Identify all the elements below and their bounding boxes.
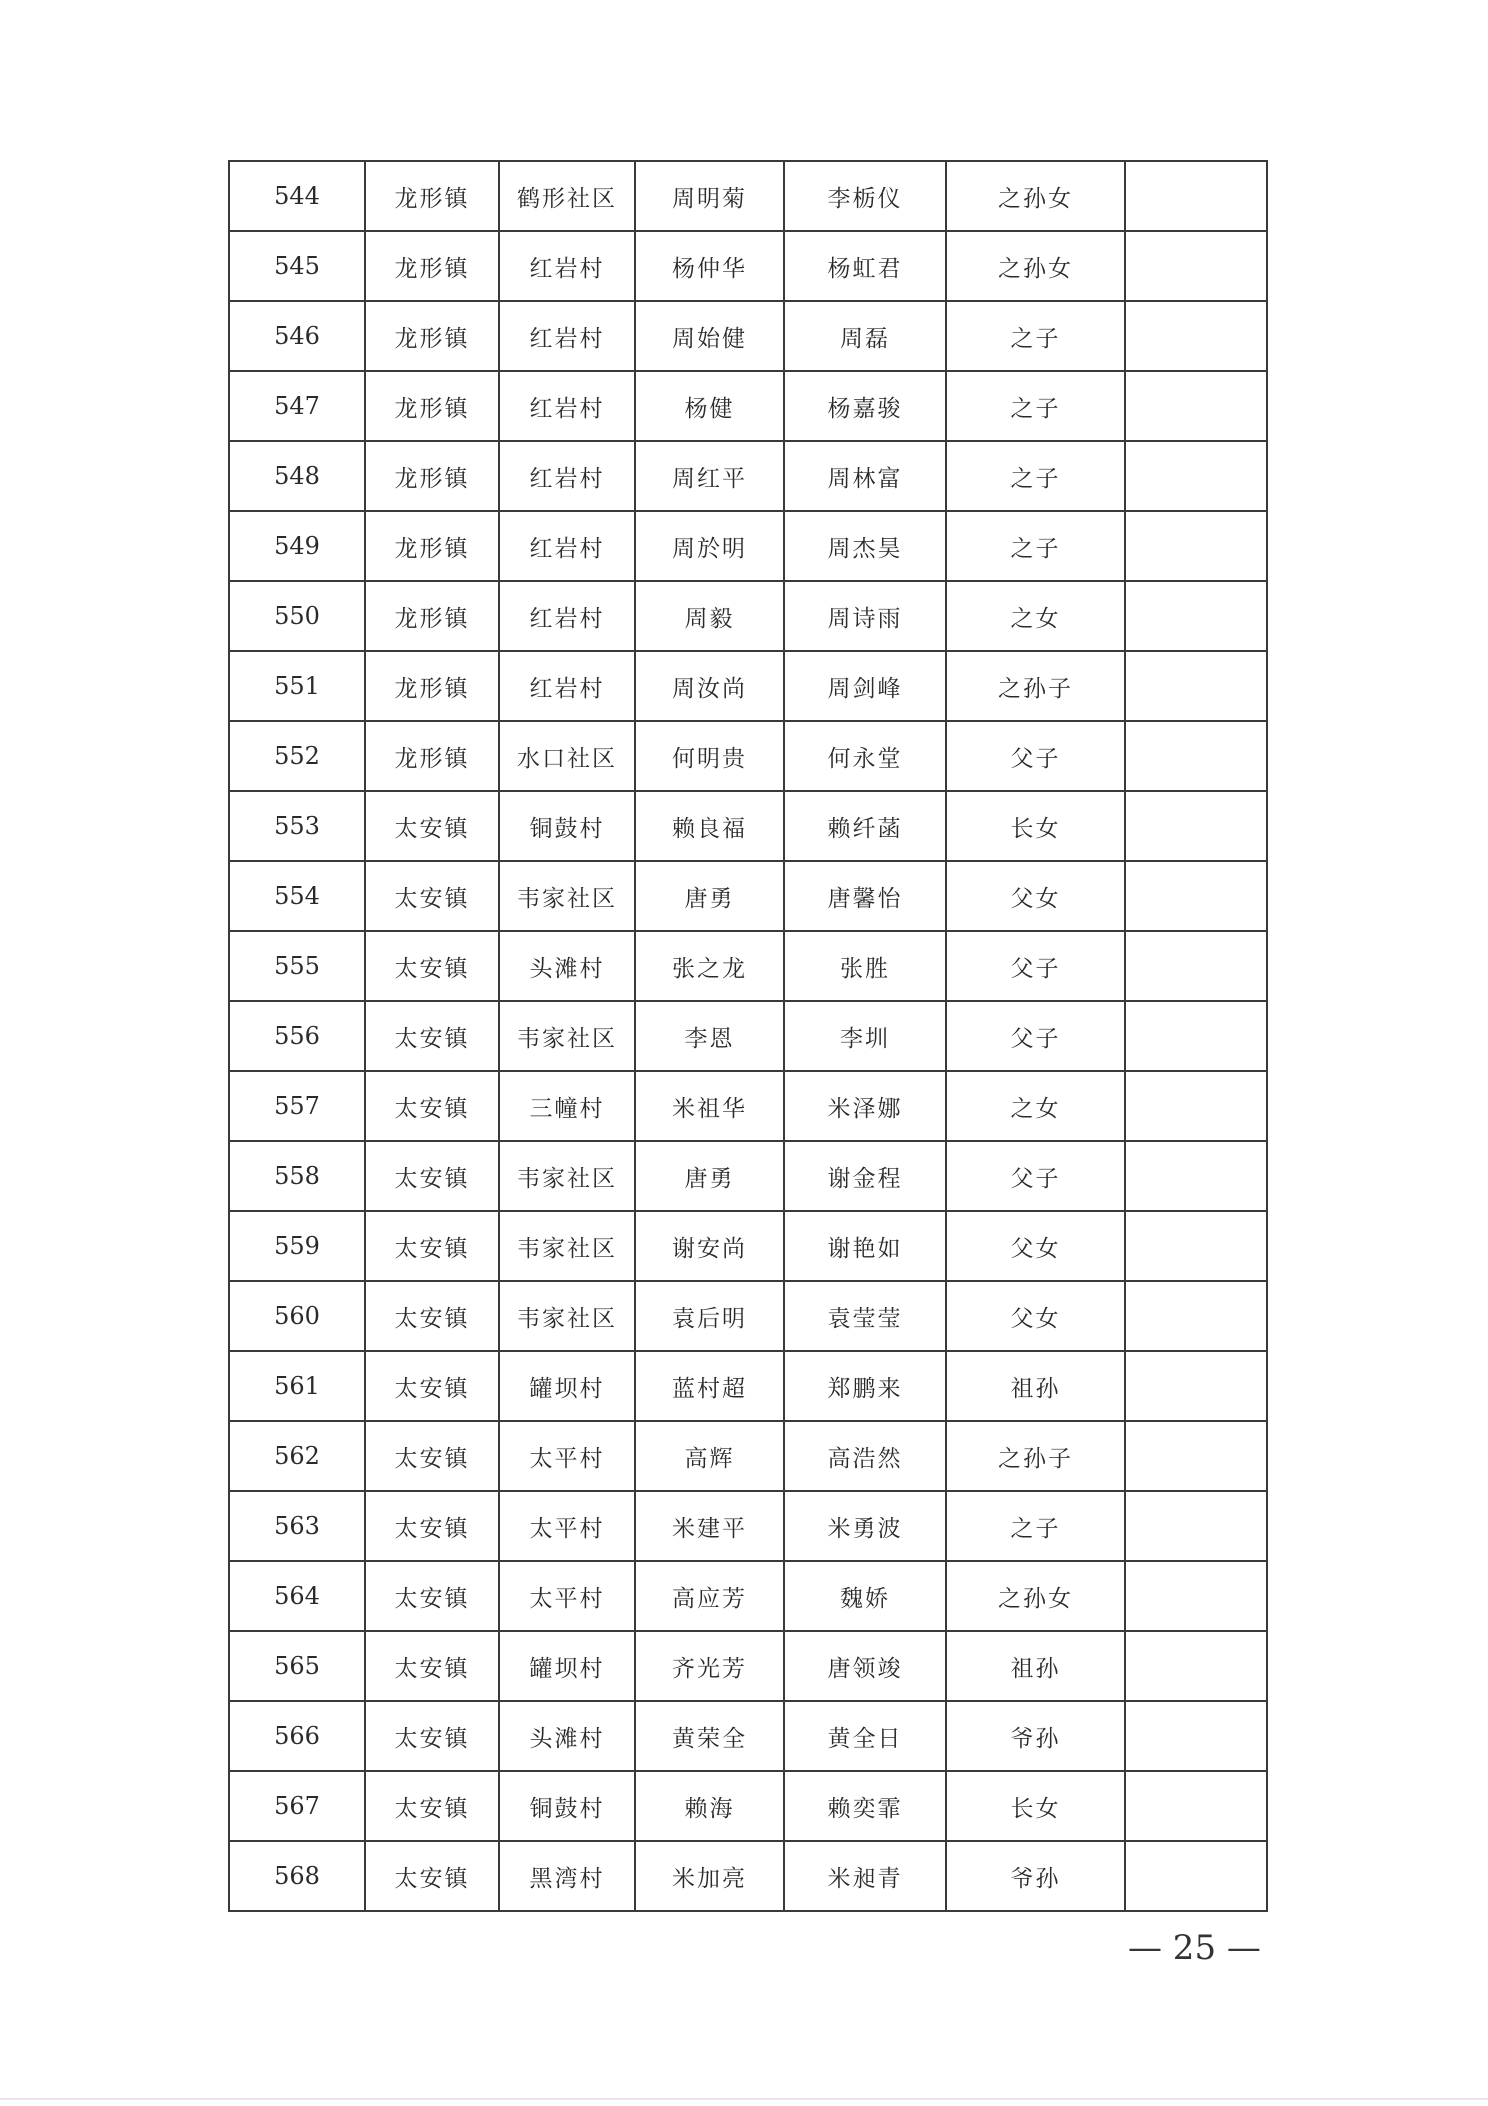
note-cell bbox=[1125, 1421, 1267, 1491]
note-cell bbox=[1125, 1071, 1267, 1141]
note-cell bbox=[1125, 1631, 1267, 1701]
table-row bbox=[229, 1841, 1267, 1911]
note-cell bbox=[1125, 161, 1267, 231]
table-row bbox=[229, 1351, 1267, 1421]
town-cell: 太安镇 bbox=[365, 1141, 499, 1211]
note-cell bbox=[1125, 861, 1267, 931]
table-row bbox=[229, 861, 1267, 931]
name-cell: 米祖华 bbox=[635, 1071, 784, 1141]
village-cell: 红岩村 bbox=[499, 301, 635, 371]
table-row bbox=[229, 791, 1267, 861]
name-cell: 李恩 bbox=[635, 1001, 784, 1071]
note-cell bbox=[1125, 931, 1267, 1001]
village-cell: 红岩村 bbox=[499, 651, 635, 721]
name-cell: 袁后明 bbox=[635, 1281, 784, 1351]
note-cell bbox=[1125, 511, 1267, 581]
village-cell: 罐坝村 bbox=[499, 1631, 635, 1701]
serial-number-cell: 561 bbox=[229, 1351, 365, 1421]
town-cell: 太安镇 bbox=[365, 1281, 499, 1351]
related-person-cell: 袁莹莹 bbox=[784, 1281, 946, 1351]
village-cell: 红岩村 bbox=[499, 511, 635, 581]
note-cell bbox=[1125, 1771, 1267, 1841]
town-cell: 龙形镇 bbox=[365, 721, 499, 791]
village-cell: 红岩村 bbox=[499, 371, 635, 441]
village-cell: 红岩村 bbox=[499, 441, 635, 511]
village-cell: 韦家社区 bbox=[499, 861, 635, 931]
relation-cell: 长女 bbox=[946, 1771, 1125, 1841]
village-cell: 太平村 bbox=[499, 1561, 635, 1631]
village-cell: 红岩村 bbox=[499, 581, 635, 651]
serial-number-cell: 549 bbox=[229, 511, 365, 581]
related-person-cell: 米泽娜 bbox=[784, 1071, 946, 1141]
serial-number-cell: 547 bbox=[229, 371, 365, 441]
name-cell: 周於明 bbox=[635, 511, 784, 581]
village-cell: 韦家社区 bbox=[499, 1211, 635, 1281]
page-number: — 25 — bbox=[1128, 1928, 1261, 1968]
relation-cell: 爷孙 bbox=[946, 1841, 1125, 1911]
note-cell bbox=[1125, 1701, 1267, 1771]
name-cell: 何明贵 bbox=[635, 721, 784, 791]
village-cell: 红岩村 bbox=[499, 231, 635, 301]
relation-cell: 父女 bbox=[946, 1281, 1125, 1351]
town-cell: 太安镇 bbox=[365, 1771, 499, 1841]
serial-number-cell: 566 bbox=[229, 1701, 365, 1771]
note-cell bbox=[1125, 1001, 1267, 1071]
town-cell: 太安镇 bbox=[365, 1351, 499, 1421]
town-cell: 太安镇 bbox=[365, 1421, 499, 1491]
table-row bbox=[229, 1631, 1267, 1701]
related-person-cell: 谢艳如 bbox=[784, 1211, 946, 1281]
name-cell: 高应芳 bbox=[635, 1561, 784, 1631]
relation-cell: 父女 bbox=[946, 1211, 1125, 1281]
serial-number-cell: 555 bbox=[229, 931, 365, 1001]
village-cell: 太平村 bbox=[499, 1421, 635, 1491]
relation-cell: 之女 bbox=[946, 1071, 1125, 1141]
serial-number-cell: 564 bbox=[229, 1561, 365, 1631]
serial-number-cell: 558 bbox=[229, 1141, 365, 1211]
roster-table-body bbox=[229, 161, 1267, 1911]
note-cell bbox=[1125, 1211, 1267, 1281]
town-cell: 太安镇 bbox=[365, 791, 499, 861]
note-cell bbox=[1125, 1281, 1267, 1351]
related-person-cell: 张胜 bbox=[784, 931, 946, 1001]
name-cell: 周毅 bbox=[635, 581, 784, 651]
relation-cell: 祖孙 bbox=[946, 1351, 1125, 1421]
serial-number-cell: 568 bbox=[229, 1841, 365, 1911]
town-cell: 龙形镇 bbox=[365, 301, 499, 371]
table-row bbox=[229, 231, 1267, 301]
town-cell: 太安镇 bbox=[365, 1001, 499, 1071]
village-cell: 头滩村 bbox=[499, 931, 635, 1001]
note-cell bbox=[1125, 651, 1267, 721]
related-person-cell: 杨嘉骏 bbox=[784, 371, 946, 441]
name-cell: 蓝村超 bbox=[635, 1351, 784, 1421]
name-cell: 周始健 bbox=[635, 301, 784, 371]
note-cell bbox=[1125, 1491, 1267, 1561]
name-cell: 周明菊 bbox=[635, 161, 784, 231]
name-cell: 杨仲华 bbox=[635, 231, 784, 301]
serial-number-cell: 556 bbox=[229, 1001, 365, 1071]
relation-cell: 之子 bbox=[946, 1491, 1125, 1561]
related-person-cell: 李圳 bbox=[784, 1001, 946, 1071]
related-person-cell: 杨虹君 bbox=[784, 231, 946, 301]
related-person-cell: 李栃仪 bbox=[784, 161, 946, 231]
serial-number-cell: 546 bbox=[229, 301, 365, 371]
relation-cell: 祖孙 bbox=[946, 1631, 1125, 1701]
serial-number-cell: 554 bbox=[229, 861, 365, 931]
relation-cell: 之孙女 bbox=[946, 1561, 1125, 1631]
related-person-cell: 唐馨怡 bbox=[784, 861, 946, 931]
related-person-cell: 周林富 bbox=[784, 441, 946, 511]
relation-cell: 父子 bbox=[946, 1141, 1125, 1211]
name-cell: 高辉 bbox=[635, 1421, 784, 1491]
note-cell bbox=[1125, 791, 1267, 861]
town-cell: 龙形镇 bbox=[365, 581, 499, 651]
serial-number-cell: 567 bbox=[229, 1771, 365, 1841]
name-cell: 谢安尚 bbox=[635, 1211, 784, 1281]
town-cell: 太安镇 bbox=[365, 931, 499, 1001]
town-cell: 龙形镇 bbox=[365, 161, 499, 231]
relation-cell: 之孙女 bbox=[946, 231, 1125, 301]
relation-cell: 之子 bbox=[946, 441, 1125, 511]
serial-number-cell: 557 bbox=[229, 1071, 365, 1141]
village-cell: 头滩村 bbox=[499, 1701, 635, 1771]
related-person-cell: 郑鹏来 bbox=[784, 1351, 946, 1421]
relation-cell: 之孙子 bbox=[946, 1421, 1125, 1491]
town-cell: 太安镇 bbox=[365, 1491, 499, 1561]
related-person-cell: 周杰昊 bbox=[784, 511, 946, 581]
related-person-cell: 魏娇 bbox=[784, 1561, 946, 1631]
related-person-cell: 米勇波 bbox=[784, 1491, 946, 1561]
town-cell: 龙形镇 bbox=[365, 231, 499, 301]
related-person-cell: 周诗雨 bbox=[784, 581, 946, 651]
village-cell: 铜鼓村 bbox=[499, 1771, 635, 1841]
related-person-cell: 谢金程 bbox=[784, 1141, 946, 1211]
table-row bbox=[229, 1071, 1267, 1141]
serial-number-cell: 545 bbox=[229, 231, 365, 301]
table-row bbox=[229, 1421, 1267, 1491]
village-cell: 三幢村 bbox=[499, 1071, 635, 1141]
relation-cell: 父子 bbox=[946, 721, 1125, 791]
note-cell bbox=[1125, 301, 1267, 371]
town-cell: 太安镇 bbox=[365, 1561, 499, 1631]
name-cell: 周红平 bbox=[635, 441, 784, 511]
name-cell: 张之龙 bbox=[635, 931, 784, 1001]
serial-number-cell: 565 bbox=[229, 1631, 365, 1701]
related-person-cell: 唐领竣 bbox=[784, 1631, 946, 1701]
name-cell: 米建平 bbox=[635, 1491, 784, 1561]
table-row bbox=[229, 161, 1267, 231]
related-person-cell: 周磊 bbox=[784, 301, 946, 371]
name-cell: 米加亮 bbox=[635, 1841, 784, 1911]
table-row bbox=[229, 511, 1267, 581]
serial-number-cell: 560 bbox=[229, 1281, 365, 1351]
table-row bbox=[229, 721, 1267, 791]
note-cell bbox=[1125, 1841, 1267, 1911]
town-cell: 龙形镇 bbox=[365, 441, 499, 511]
relation-cell: 爷孙 bbox=[946, 1701, 1125, 1771]
related-person-cell: 高浩然 bbox=[784, 1421, 946, 1491]
related-person-cell: 赖奕霏 bbox=[784, 1771, 946, 1841]
name-cell: 杨健 bbox=[635, 371, 784, 441]
serial-number-cell: 544 bbox=[229, 161, 365, 231]
serial-number-cell: 550 bbox=[229, 581, 365, 651]
name-cell: 赖海 bbox=[635, 1771, 784, 1841]
note-cell bbox=[1125, 231, 1267, 301]
related-person-cell: 米昶青 bbox=[784, 1841, 946, 1911]
village-cell: 太平村 bbox=[499, 1491, 635, 1561]
table-row bbox=[229, 441, 1267, 511]
town-cell: 太安镇 bbox=[365, 1701, 499, 1771]
town-cell: 太安镇 bbox=[365, 861, 499, 931]
relation-cell: 父子 bbox=[946, 931, 1125, 1001]
note-cell bbox=[1125, 581, 1267, 651]
table-row bbox=[229, 1701, 1267, 1771]
village-cell: 鹤形社区 bbox=[499, 161, 635, 231]
town-cell: 龙形镇 bbox=[365, 511, 499, 581]
relation-cell: 之孙女 bbox=[946, 161, 1125, 231]
village-cell: 黑湾村 bbox=[499, 1841, 635, 1911]
relation-cell: 之孙子 bbox=[946, 651, 1125, 721]
village-cell: 韦家社区 bbox=[499, 1281, 635, 1351]
relation-cell: 父女 bbox=[946, 861, 1125, 931]
note-cell bbox=[1125, 371, 1267, 441]
village-cell: 铜鼓村 bbox=[499, 791, 635, 861]
serial-number-cell: 552 bbox=[229, 721, 365, 791]
town-cell: 太安镇 bbox=[365, 1841, 499, 1911]
name-cell: 黄荣全 bbox=[635, 1701, 784, 1771]
town-cell: 龙形镇 bbox=[365, 651, 499, 721]
table-row bbox=[229, 301, 1267, 371]
table-row bbox=[229, 1211, 1267, 1281]
table-row bbox=[229, 651, 1267, 721]
table-row bbox=[229, 1771, 1267, 1841]
note-cell bbox=[1125, 1351, 1267, 1421]
roster-table bbox=[228, 160, 1268, 1912]
table-row bbox=[229, 1491, 1267, 1561]
table-row bbox=[229, 581, 1267, 651]
note-cell bbox=[1125, 721, 1267, 791]
relation-cell: 之子 bbox=[946, 371, 1125, 441]
name-cell: 唐勇 bbox=[635, 861, 784, 931]
related-person-cell: 周剑峰 bbox=[784, 651, 946, 721]
table-row bbox=[229, 371, 1267, 441]
name-cell: 周汝尚 bbox=[635, 651, 784, 721]
town-cell: 太安镇 bbox=[365, 1631, 499, 1701]
note-cell bbox=[1125, 441, 1267, 511]
table-row bbox=[229, 1001, 1267, 1071]
serial-number-cell: 562 bbox=[229, 1421, 365, 1491]
related-person-cell: 黄全日 bbox=[784, 1701, 946, 1771]
bottom-rule bbox=[0, 2098, 1488, 2100]
relation-cell: 之女 bbox=[946, 581, 1125, 651]
village-cell: 罐坝村 bbox=[499, 1351, 635, 1421]
name-cell: 唐勇 bbox=[635, 1141, 784, 1211]
relation-cell: 长女 bbox=[946, 791, 1125, 861]
table-row bbox=[229, 931, 1267, 1001]
relation-cell: 父子 bbox=[946, 1001, 1125, 1071]
note-cell bbox=[1125, 1141, 1267, 1211]
village-cell: 水口社区 bbox=[499, 721, 635, 791]
village-cell: 韦家社区 bbox=[499, 1001, 635, 1071]
related-person-cell: 赖纤菡 bbox=[784, 791, 946, 861]
name-cell: 齐光芳 bbox=[635, 1631, 784, 1701]
related-person-cell: 何永堂 bbox=[784, 721, 946, 791]
relation-cell: 之子 bbox=[946, 301, 1125, 371]
relation-cell: 之子 bbox=[946, 511, 1125, 581]
town-cell: 龙形镇 bbox=[365, 371, 499, 441]
table-row bbox=[229, 1141, 1267, 1211]
serial-number-cell: 553 bbox=[229, 791, 365, 861]
note-cell bbox=[1125, 1561, 1267, 1631]
serial-number-cell: 563 bbox=[229, 1491, 365, 1561]
serial-number-cell: 548 bbox=[229, 441, 365, 511]
table-row bbox=[229, 1281, 1267, 1351]
serial-number-cell: 559 bbox=[229, 1211, 365, 1281]
name-cell: 赖良福 bbox=[635, 791, 784, 861]
village-cell: 韦家社区 bbox=[499, 1141, 635, 1211]
town-cell: 太安镇 bbox=[365, 1071, 499, 1141]
table-row bbox=[229, 1561, 1267, 1631]
town-cell: 太安镇 bbox=[365, 1211, 499, 1281]
serial-number-cell: 551 bbox=[229, 651, 365, 721]
